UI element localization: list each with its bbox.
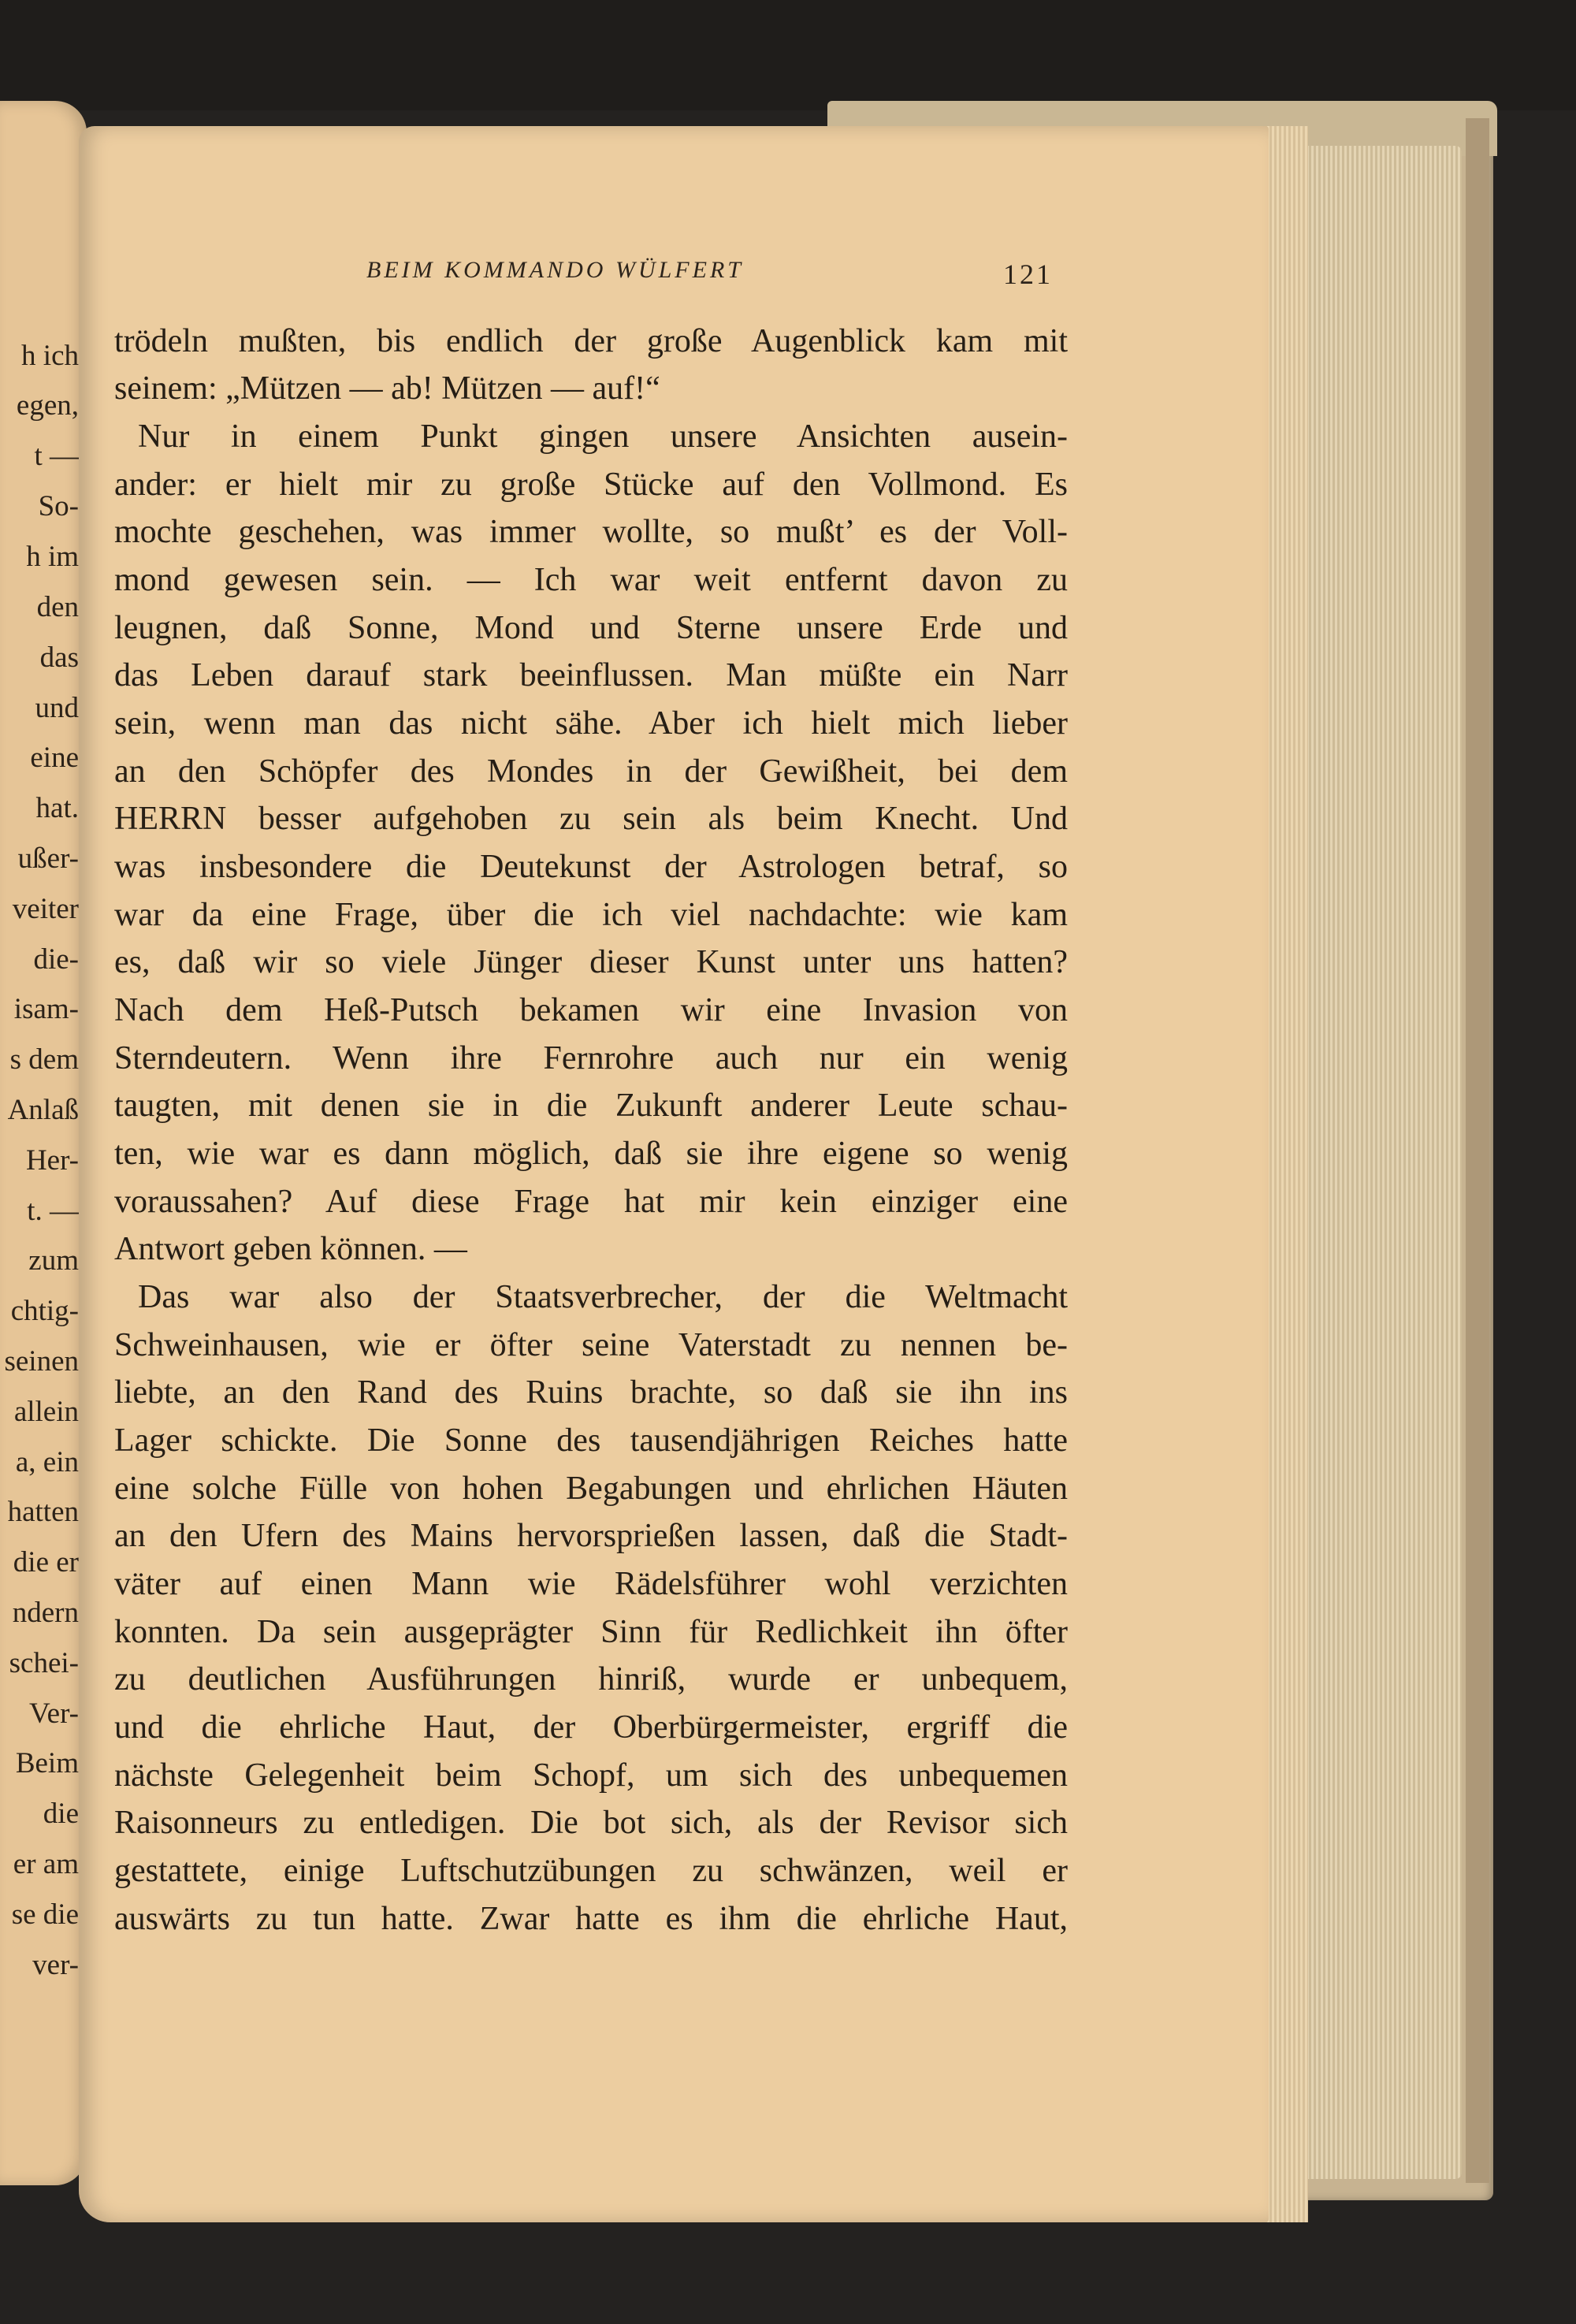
left-line-fragment: die er	[13, 1546, 79, 1578]
text-line: Schweinhausen, wie er öfter seine Vaterstadt zu nennen be-	[114, 1327, 1068, 1363]
text-line: väter auf einen Mann wie Rädelsführer wohl verzichten	[114, 1566, 1068, 1602]
text-line: es, daß wir so viele Jünger dieser Kunst unter uns hatten?	[114, 944, 1068, 980]
left-line-fragment: t —	[34, 440, 79, 472]
left-line-fragment: egen,	[16, 389, 79, 422]
text-line: liebte, an den Rand des Ruins brachte, so daß sie ihn ins	[114, 1374, 1068, 1411]
text-line: taugten, mit denen sie in die Zukunft anderer Leute schau-	[114, 1088, 1068, 1124]
paragraph-start-line: Das war also der Staatsverbrecher, der die Weltmacht	[138, 1279, 1068, 1315]
left-line-fragment: hat.	[35, 792, 79, 824]
left-line-fragment: isam-	[13, 993, 79, 1025]
left-line-fragment: er am	[13, 1848, 79, 1880]
left-line-fragment: allein	[13, 1396, 79, 1428]
text-line: an den Schöpfer des Mondes in der Gewißheit, bei dem	[114, 753, 1068, 790]
left-line-fragment: Anlaß	[7, 1094, 79, 1126]
text-line: HERRN besser aufgehoben zu sein als beim Knecht. Und	[114, 801, 1068, 837]
text-line: war da eine Frage, über die ich viel nachdachte: wie kam	[114, 897, 1068, 933]
left-line-fragment: veiter	[12, 893, 79, 925]
page-number: 121	[1003, 258, 1053, 290]
left-line-fragment: h im	[26, 541, 79, 573]
left-line-fragment: t. —	[27, 1195, 79, 1227]
left-line-fragment: eine	[30, 742, 79, 774]
left-line-fragment: ver-	[32, 1949, 79, 1981]
book-spine	[1466, 118, 1489, 2183]
text-line: konnten. Da sein ausgeprägter Sinn für Redlichkeit ihn öfter	[114, 1614, 1068, 1650]
text-line: und die ehrliche Haut, der Oberbürgermeister, ergriff die	[114, 1709, 1068, 1746]
left-line-fragment: schei-	[9, 1647, 79, 1679]
text-line: mond gewesen sein. — Ich war weit entfernt davon zu	[114, 562, 1068, 598]
text-line: trödeln mußten, bis endlich der große Augenblick kam mit	[114, 323, 1068, 359]
text-line: voraussahen? Auf diese Frage hat mir kein einziger eine	[114, 1184, 1068, 1220]
left-line-fragment: ußer-	[17, 842, 79, 875]
left-line-fragment: Beim	[15, 1747, 79, 1779]
left-line-fragment: Her-	[25, 1144, 79, 1177]
text-line: Raisonneurs zu entledigen. Die bot sich, als der Revisor sich	[114, 1805, 1068, 1841]
text-line: leugnen, daß Sonne, Mond und Sterne unsere Erde und	[114, 610, 1068, 646]
paragraph-start-line: Nur in einem Punkt gingen unsere Ansichten ausein-	[138, 418, 1068, 455]
text-line: das Leben darauf stark beeinflussen. Man müßte ein Narr	[114, 657, 1068, 693]
text-line: zu deutlichen Ausführungen hinriß, wurde er unbequem,	[114, 1661, 1068, 1697]
left-line-fragment: se die	[11, 1898, 79, 1931]
text-line: Lager schickte. Die Sonne des tausendjährigen Reiches hatte	[114, 1422, 1068, 1459]
left-line-fragment: den	[36, 591, 79, 623]
page-stack-edge	[1292, 146, 1462, 2179]
text-line: auswärts zu tun hatte. Zwar hatte es ihm die ehrliche Haut,	[114, 1901, 1068, 1937]
text-line: sein, wenn man das nicht sähe. Aber ich hielt mich lieber	[114, 705, 1068, 742]
left-line-fragment: a, ein	[15, 1446, 79, 1478]
text-line: mochte geschehen, was immer wollte, so mußt’ es der Voll-	[114, 514, 1068, 550]
left-line-fragment: Ver-	[29, 1697, 79, 1730]
text-line: eine solche Fülle von hohen Begabungen und ehrlichen Häuten	[114, 1471, 1068, 1507]
left-line-fragment: s dem	[9, 1043, 79, 1076]
left-line-fragment: seinen	[4, 1345, 79, 1378]
left-page	[0, 101, 87, 2185]
left-line-fragment: die	[43, 1798, 79, 1830]
text-line: nächste Gelegenheit beim Schopf, um sich des unbequemen	[114, 1757, 1068, 1794]
text-line: Sterndeutern. Wenn ihre Fernrohre auch nur ein wenig	[114, 1040, 1068, 1076]
left-line-fragment: h ich	[21, 340, 79, 372]
left-line-fragment: und	[35, 692, 79, 724]
left-line-fragment: So-	[38, 490, 79, 522]
text-line: an den Ufern des Mains hervorsprießen lassen, daß die Stadt-	[114, 1518, 1068, 1554]
text-line: seinem: „Mützen — ab! Mützen — auf!“	[114, 370, 660, 407]
text-line: ander: er hielt mir zu große Stücke auf den Vollmond. Es	[114, 467, 1068, 503]
left-line-fragment: ndern	[12, 1597, 79, 1629]
left-line-fragment: das	[39, 641, 79, 674]
text-line: Nach dem Heß-Putsch bekamen wir eine Invasion von	[114, 992, 1068, 1028]
text-line: Antwort geben können. —	[114, 1231, 467, 1267]
running-head: BEIM KOMMANDO WÜLFERT	[366, 257, 744, 283]
left-line-fragment: hatten	[7, 1496, 79, 1528]
left-line-fragment: chtig-	[10, 1295, 79, 1327]
text-line: ten, wie war es dann möglich, daß sie ihre eigene so wenig	[114, 1136, 1068, 1172]
text-line: gestattete, einige Luftschutzübungen zu schwänzen, weil er	[114, 1853, 1068, 1889]
left-line-fragment: die-	[33, 943, 79, 976]
left-line-fragment: zum	[28, 1244, 79, 1277]
background	[0, 0, 1576, 110]
text-line: was insbesondere die Deutekunst der Astrologen betraf, so	[114, 849, 1068, 885]
